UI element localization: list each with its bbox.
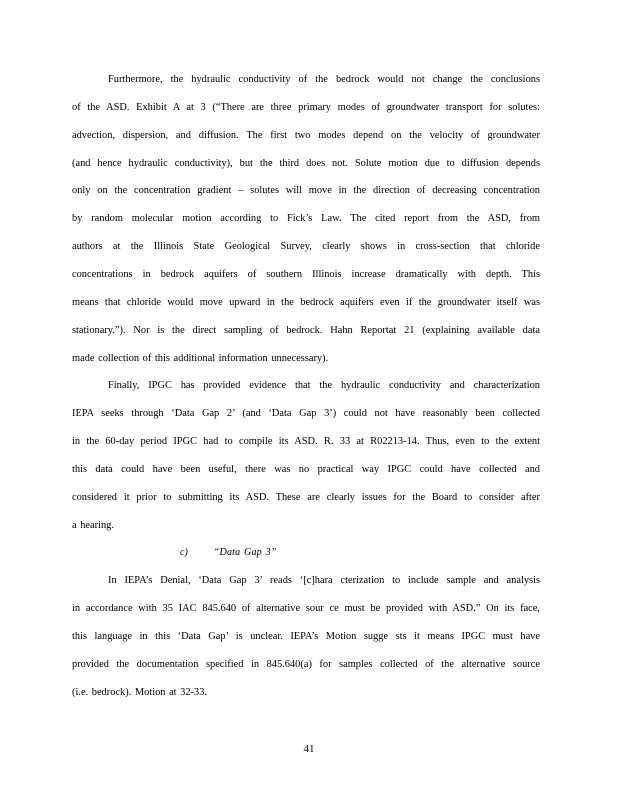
paragraph-2-line-2: IEPA seeks through ‘Data Gap 2’ (and ‘Data Gap 3’) could not have reasonably been collected bbox=[72, 408, 540, 419]
paragraph-2-line-4: this data could have been useful, there was no practical way IPGC could have collected and bbox=[72, 464, 540, 475]
paragraph-1-line-10: stationary.”). Nor is the direct sampling of bedrock. Hahn Reportat 21 (explaining available data bbox=[72, 325, 540, 336]
paragraph-1-line-7: authors at the Illinois State Geological Survey, clearly shows in cross-section that chloride bbox=[72, 241, 540, 252]
section-heading-marker: c) bbox=[180, 547, 188, 558]
paragraph-1-line-3: advection, dispersion, and diffusion. The first two modes depend on the velocity of groundwater bbox=[72, 130, 540, 141]
paragraph-2-line-5: considered it prior to submitting its ASD. These are clearly issues for the Board to consider after bbox=[72, 492, 540, 503]
paragraph-2-line-3: in the 60-day period IPGC had to compile its ASD. R. 33 at R02213-14. Thus, even to the extent bbox=[72, 436, 540, 447]
paragraph-1-line-2: of the ASD. Exhibit A at 3 (“There are three primary modes of groundwater transport for solutes: bbox=[72, 102, 540, 113]
paragraph-1-line-11: made collection of this additional information unnecessary). bbox=[72, 353, 329, 364]
paragraph-3-line-4: provided the documentation specified in 845.640(a) for samples collected of the alternative source bbox=[72, 659, 540, 670]
paragraph-1-line-9: means that chloride would move upward in the bedrock aquifers even if the groundwater itself was bbox=[72, 297, 540, 308]
paragraph-1-line-8: concentrations in bedrock aquifers of southern Illinois increase dramatically with depth. This bbox=[72, 269, 540, 280]
paragraph-3-line-1: In IEPA’s Denial, ‘Data Gap 3’ reads ‘[c]hara cterization to include sample and analysis bbox=[108, 575, 540, 586]
section-heading bbox=[180, 546, 277, 560]
paragraph-1-line-1: Furthermore, the hydraulic conductivity of the bedrock would not change the conclusions bbox=[108, 74, 540, 85]
paragraph-2-line-1: Finally, IPGC has provided evidence that the hydraulic conductivity and characterization bbox=[108, 380, 540, 391]
paragraph-1-line-4: (and hence hydraulic conductivity), but the third does not. Solute motion due to diffusion depends bbox=[72, 158, 540, 169]
paragraph-1-line-6: by random molecular motion according to Fick’s Law. The cited report from the ASD, from bbox=[72, 213, 540, 224]
paragraph-1-line-5: only on the concentration gradient – solutes will move in the direction of decreasing concentration bbox=[72, 185, 540, 196]
paragraph-3-line-5: (i.e. bedrock). Motion at 32-33. bbox=[72, 687, 208, 698]
page-number: 41 bbox=[303, 743, 315, 755]
paragraph-3-line-3: this language in this ‘Data Gap’ is unclear. IEPA’s Motion sugge sts it means IPGC must have bbox=[72, 631, 540, 642]
paragraph-2-line-6: a hearing. bbox=[72, 520, 114, 531]
section-heading-label: “Data Gap 3” bbox=[213, 547, 277, 558]
paragraph-3-line-2: in accordance with 35 IAC 845.640 of alternative sour ce must be provided with ASD.” On its face, bbox=[72, 603, 540, 614]
